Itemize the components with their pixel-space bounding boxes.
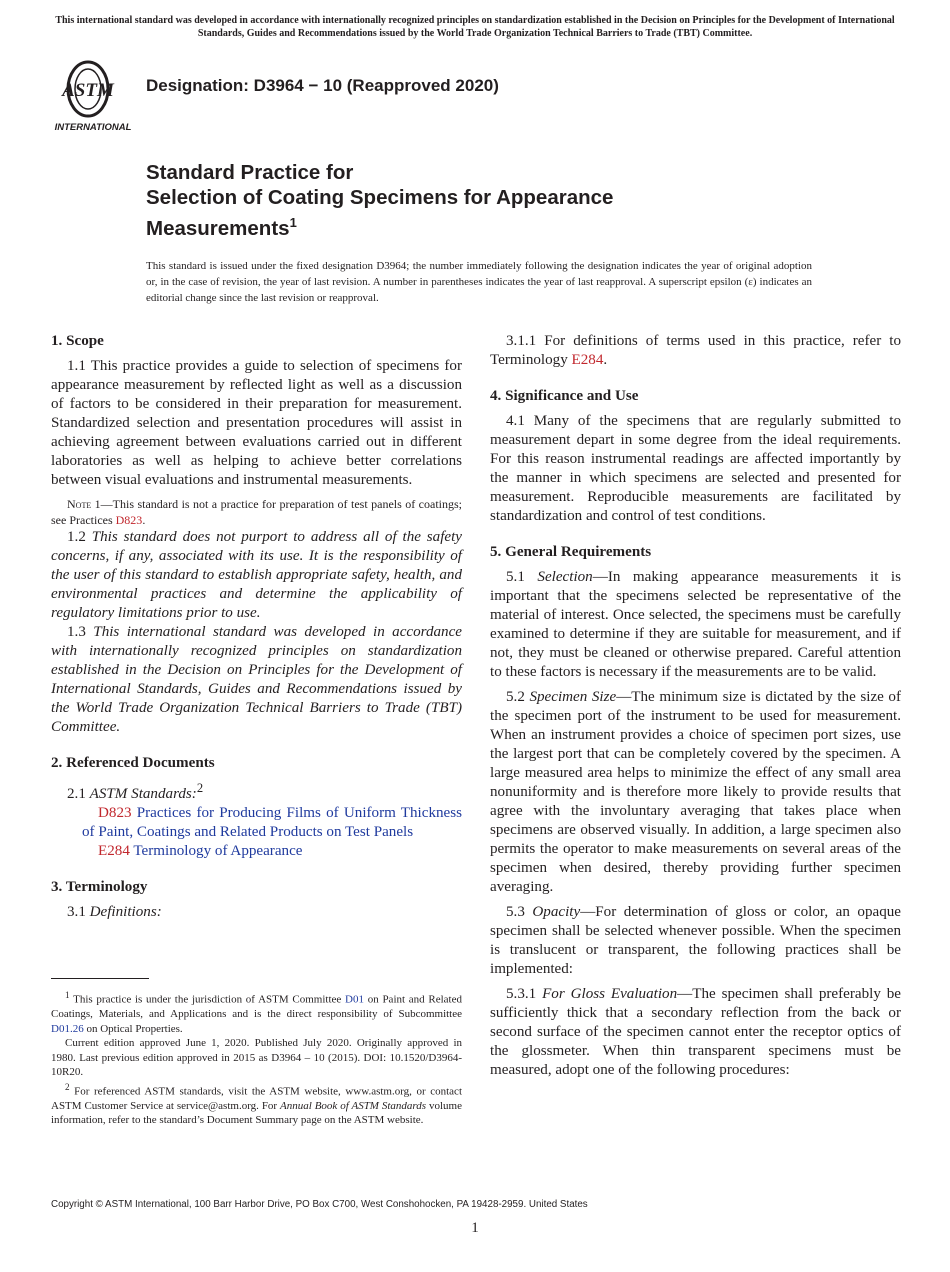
right-column xyxy=(490,332,901,1080)
paragraph-5-2: 5.2 Specimen Size—The minimum size is dictated by the size of the specimen port of the instrument to be used for measurement. When an instrument provides a choice of specimen port sizes, use the largest port that can be completely covered by the specimen. A large measured area helps to minimize the effect of any small area nonuniformity and is therefore more likely to provide results that agree with the involuntary averaging that takes place when specimens are observed visually. In addition, a large specimen also permits the operator to make measurements on several areas of the specimen when desired, thereby providing further specimen averaging. xyxy=(490,689,902,895)
footnote-1: $^1$ This practice is under the jurisdiction of ASTM Committee D01 on Paint and Related Coatings, Materials, and Applications and is the direct responsibility of Subcommittee D01.26 on Optical Properties. xyxy=(51,990,462,1035)
paragraph-1-1: 1.1 This practice provides a guide to selection of specimens for appearance measurement by reflected light as well as a discussion of factors to be considered in their preparation for measurement. Standardized selection and presentation procedures will assist in achieving agreement between evaluations carried out in different laboratories as well as helping to achieve better correlations between visual evaluations and instrumental measurements. xyxy=(51,358,462,488)
document-title xyxy=(146,160,613,241)
ref-e284-link[interactable]: E284 xyxy=(571,352,604,368)
section-3-heading: 3. Terminology xyxy=(51,879,148,896)
note-1: Note 1—This standard is not a practice for preparation of test panels of coatings; see Practices D823. xyxy=(51,497,462,527)
footnotes xyxy=(51,988,462,1128)
paragraph-1-2: 1.2 This standard does not purport to address all of the safety concerns, if any, associated with its use. It is the responsibility of the user of this standard to establish appropriate safety, health, and environmental practices and determine the applicability of regulatory limitations prior to use. xyxy=(51,529,463,621)
copyright-notice: Copyright © ASTM International, 100 Barr Harbor Drive, PO Box C700, West Conshohocken, PA 19428-2959. United States xyxy=(51,1199,588,1210)
logo-sub-text: INTERNATIONAL xyxy=(54,122,132,133)
left-column xyxy=(51,332,462,922)
title-line-2: Selection of Coating Specimens for Appearance xyxy=(146,186,614,209)
footnote-2: $^2$ For referenced ASTM standards, visit the ASTM website, www.astm.org, or contact ASTM Customer Service at service@astm.org. For Annual Book of ASTM Standards volume information, refer to the standard’s Document Summary page on the ASTM website. xyxy=(51,1081,462,1127)
issue-note: This standard is issued under the fixed designation D3964; the number immediately following the designation indicates the year of original adoption or, in the case of revision, the year of last revision. A number in parentheses indicates the year of last reapproval. A superscript epsilon (ε) indicates an editorial change since the last revision or reapproval. xyxy=(146,260,812,304)
top-notice: This international standard was developed in accordance with internationally recognized principles on standardization established in the Decision on Principles for the Development of International Standards, Guides and Recommendations issued by the World Trade Organization Technical Barriers to Trade (TBT) Committee. xyxy=(55,15,895,39)
paragraph-3-1-1: 3.1.1 For definitions of terms used in this practice, refer to Terminology E284. xyxy=(490,333,901,368)
paragraph-2-1: 2.1 ASTM Standards:$^2$ xyxy=(67,781,204,803)
reference-item-d823[interactable]: D823 Practices for Producing Films of Uniform Thickness of Paint, Coatings and Related Products on Test Panels xyxy=(82,805,462,841)
paragraph-5-3: 5.3 Opacity—For determination of gloss or color, an opaque specimen shall be selected whenever possible. When the specimen is translucent or transparent, the following practices shall be implemented: xyxy=(490,904,902,977)
astm-logo xyxy=(50,55,136,133)
paragraph-5-1: 5.1 Selection—In making appearance measurements it is important that the specimens selected be representative of the material of interest. Once selected, the specimens must be carefully examined to determine if they are suitable for measurement, and if not, they must be cleaned or otherwise prepared. Careful attention to these factors is necessary if the measurements are to be valid. xyxy=(490,569,902,680)
title-footnote-mark: 1 xyxy=(289,215,297,230)
title-line-1: Standard Practice for xyxy=(146,161,354,184)
paragraph-1-3: 1.3 This international standard was developed in accordance with internationally recognized principles on standardization established in the Decision on Principles for the Development of International Standards, Guides and Recommendations issued by the World Trade Organization Technical Barriers to Trade (TBT) Committee. xyxy=(51,624,463,735)
paragraph-4-1: 4.1 Many of the specimens that are regularly submitted to measurement depart in some degree from the ideal requirements. For this reason instrumental readings are affected importantly by the manner in which specimens are selected and presented for measurement. Reproducible measurements are facilitated by standardization and control of test conditions. xyxy=(490,413,901,524)
d01-link[interactable]: D01 xyxy=(345,993,364,1006)
paragraph-5-3-1: 5.3.1 For Gloss Evaluation—The specimen shall preferably be sufficiently thick that a secondary reflection from the back or second surface of the specimen cannot enter the receptor optics of the glossmeter. When thin transparent specimens must be measured, adopt one of the following procedures: xyxy=(490,986,901,1078)
footnote-divider xyxy=(51,978,149,979)
reference-item-e284[interactable]: E284 Terminology of Appearance xyxy=(98,843,303,860)
logo-mark-text: ASTM xyxy=(62,80,114,101)
footnote-1-edition: Current edition approved June 1, 2020. Published July 2020. Originally approved in 1980. Last previous edition approved in 2015 as D3964 – 10 (2015). DOI: 10.1520/D3964-10R20. xyxy=(51,1037,462,1079)
title-line-3: Measurements$^1$ xyxy=(146,215,297,240)
section-4-heading: 4. Significance and Use xyxy=(490,388,639,404)
d01-26-link[interactable]: D01.26 xyxy=(51,1022,84,1035)
paragraph-3-1: 3.1 Definitions: xyxy=(67,904,162,921)
section-5-heading: 5. General Requirements xyxy=(490,544,652,560)
page-number: 1 xyxy=(471,1220,479,1236)
designation: Designation: D3964 − 10 (Reapproved 2020) xyxy=(146,76,499,95)
ref-d823-link[interactable]: D823 xyxy=(115,513,143,527)
section-1-heading: 1. Scope xyxy=(51,333,104,349)
section-2-heading: 2. Referenced Documents xyxy=(51,755,215,771)
